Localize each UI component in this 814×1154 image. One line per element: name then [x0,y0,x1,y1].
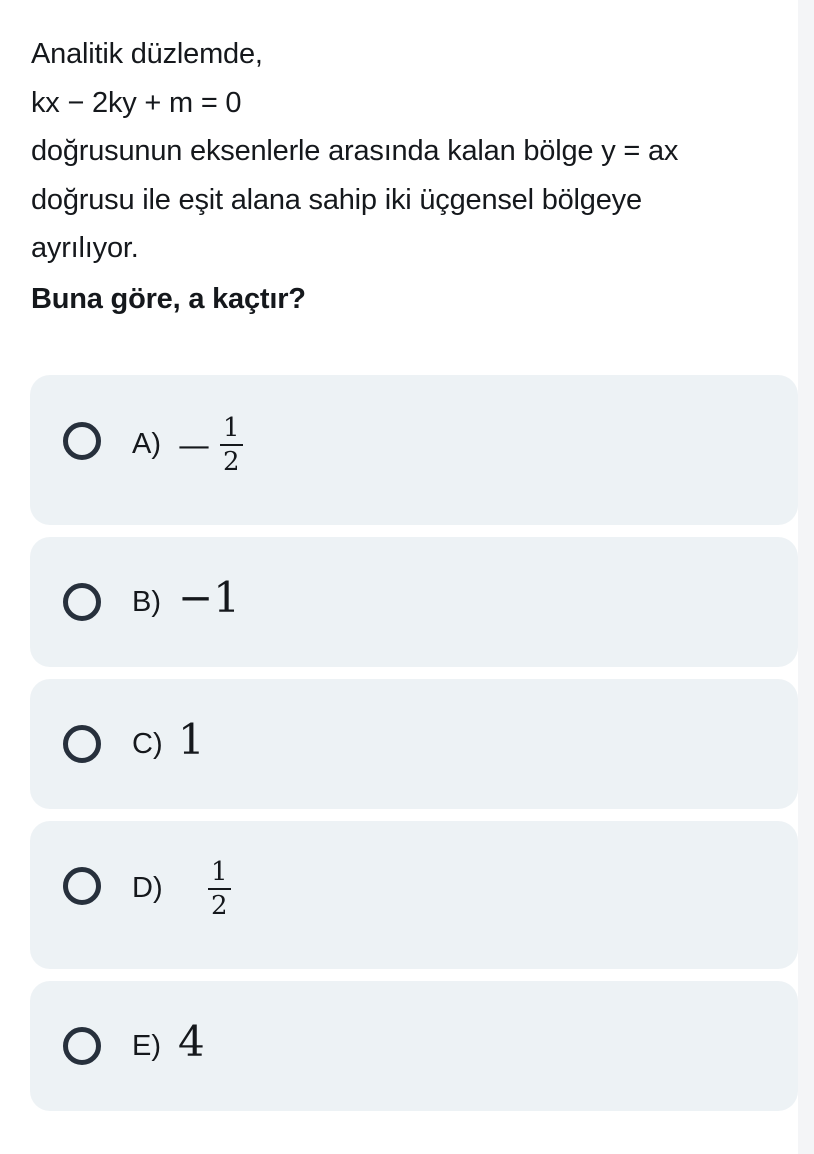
option-b-letter: B) [132,586,161,618]
option-b[interactable] [30,537,798,667]
question-line: ayrılıyor. [31,232,139,264]
option-a-value [178,415,243,475]
radio-unselected-icon[interactable] [63,1027,101,1065]
option-d-denominator: 2 [211,891,228,921]
option-a-sign: — [178,426,210,464]
radio-unselected-icon[interactable] [63,583,101,621]
question-line: doğrusu ile eşit alana sahip iki üçgensel bölgeye [31,183,642,216]
question-equation: kx − 2ky + m = 0 [31,86,242,119]
option-d[interactable] [30,821,798,969]
option-d-fraction [208,859,231,919]
option-e-value: 4 [178,1017,205,1066]
option-b-value: −1 [178,573,240,622]
question-line: Analitik düzlemde, [31,38,263,70]
option-a[interactable] [30,375,798,525]
option-d-numerator: 1 [211,857,228,887]
question-text [31,30,791,323]
option-a-numerator: 1 [223,413,240,443]
option-e-letter: E) [132,1030,161,1062]
question-prompt: Buna göre, a kaçtır? [31,282,306,315]
option-d-letter: D) [132,872,163,904]
radio-unselected-icon[interactable] [63,867,101,905]
radio-unselected-icon[interactable] [63,422,101,460]
radio-unselected-icon[interactable] [63,725,101,763]
question-line: doğrusunun eksenlerle arasında kalan bölge y = ax [31,135,679,167]
option-d-value [208,859,231,919]
option-c-value: 1 [178,715,205,764]
option-c[interactable] [30,679,798,809]
option-a-letter: A) [132,428,161,460]
option-e[interactable] [30,981,798,1111]
option-c-letter: C) [132,728,163,760]
option-a-fraction [220,415,243,475]
option-a-denominator: 2 [223,447,240,477]
